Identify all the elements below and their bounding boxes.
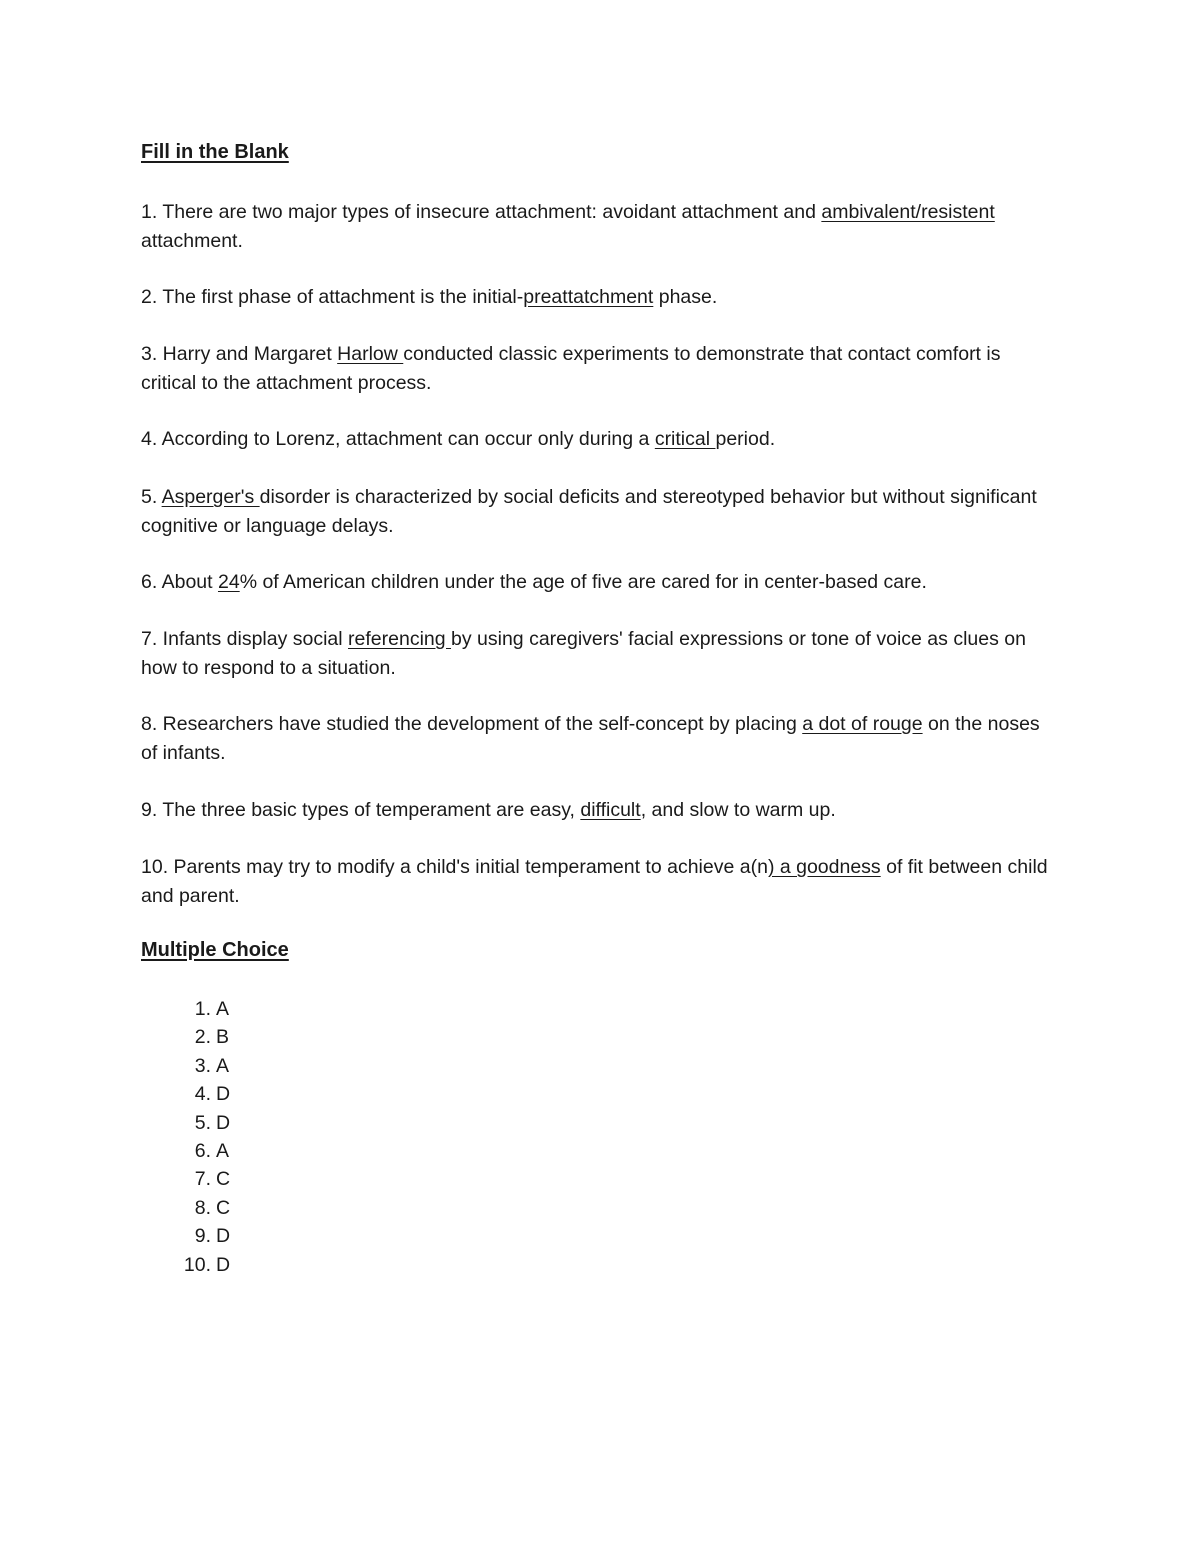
answer-blank: ) a goodness: [767, 856, 881, 878]
answer-letter: D: [216, 1111, 231, 1134]
question-item: [141, 198, 1061, 255]
question-item: [141, 340, 1061, 397]
answer-blank: Harlow: [337, 343, 404, 365]
answer-number: 10.: [183, 1253, 211, 1276]
question-item: [141, 625, 1061, 682]
question-text: 8. Researchers have studied the development of the self-concept by placing: [141, 713, 803, 735]
question-text: 9. The three basic types of temperament are easy,: [141, 799, 581, 821]
answer-letter: A: [216, 998, 230, 1020]
answer-item: [141, 1052, 230, 1080]
question-item: [141, 283, 1061, 312]
question-text: phase.: [653, 286, 718, 308]
question-text: 7. Infants display social: [141, 628, 349, 650]
answer-blank: ambivalent/resistent: [821, 201, 995, 223]
question-text: by using caregivers' facial expressions or tone of voice as clues on how to respond to a situation.: [141, 628, 1026, 679]
question-text: disorder is characterized by social deficits and stereotyped behavior but without significant cognitive or language delays.: [141, 486, 1037, 537]
answer-blank: a dot of rouge: [802, 713, 923, 735]
answer-blank: Asperger's: [161, 486, 260, 508]
question-text: 3. Harry and Margaret: [141, 343, 338, 365]
answer-letter: B: [216, 1026, 230, 1049]
answer-item: [141, 1251, 230, 1279]
answer-number: 4.: [194, 1083, 211, 1106]
answer-letter: D: [216, 1253, 231, 1276]
answer-item: [141, 1109, 230, 1137]
answer-letter: A: [216, 1140, 230, 1163]
answer-item: [141, 1023, 230, 1051]
answer-number: 7.: [194, 1168, 211, 1191]
question-text: 5.: [141, 486, 162, 508]
answer-blank: referencing: [348, 628, 452, 650]
answer-item: [141, 1137, 230, 1165]
question-text: , and slow to warm up.: [640, 799, 836, 821]
question-text: 1. There are two major types of insecure attachment: avoidant attachment and: [141, 201, 822, 223]
question-text: of fit between child and parent.: [141, 856, 1048, 907]
answer-blank: 24: [217, 571, 240, 593]
answer-number: 2.: [194, 1026, 211, 1049]
fill-in-the-blank-heading: Fill in the Blank: [141, 141, 289, 163]
question-text: 6. About: [141, 571, 218, 593]
answer-number: 8.: [194, 1196, 211, 1219]
question-text: attachment.: [141, 229, 243, 252]
answer-letter: C: [216, 1168, 231, 1191]
answer-letter: C: [216, 1196, 231, 1219]
question-item: [141, 710, 1061, 767]
question-item: [141, 425, 1061, 454]
question-text: % of American children under the age of five are cared for in center-based care.: [239, 571, 927, 593]
question-item: [141, 483, 1061, 540]
multiple-choice-answer-list: [141, 995, 230, 1279]
answer-number: 9.: [194, 1225, 211, 1248]
answer-item: [141, 1222, 230, 1250]
question-text: on the noses of infants.: [141, 713, 1040, 764]
answer-letter: D: [216, 1225, 231, 1248]
multiple-choice-heading: Multiple Choice: [141, 939, 289, 961]
answer-number: 3.: [194, 1054, 211, 1077]
answer-item: [141, 1194, 230, 1222]
question-item: [141, 796, 1061, 825]
answer-number: 5.: [194, 1111, 211, 1134]
answer-number: 1.: [194, 998, 211, 1020]
question-item: [141, 853, 1061, 910]
question-item: [141, 568, 1061, 597]
answer-letter: A: [216, 1054, 230, 1077]
answer-number: 6.: [194, 1140, 211, 1163]
answer-blank: difficult: [580, 799, 641, 821]
answer-blank: critical: [654, 428, 716, 450]
answer-blank: preattatchment: [523, 286, 654, 308]
answer-item: [141, 995, 230, 1023]
question-text: 2. The first phase of attachment is the initial-: [141, 286, 524, 308]
question-text: period.: [715, 428, 776, 450]
question-text: conducted classic experiments to demonstrate that contact comfort is critical to the attachment process.: [141, 343, 1001, 394]
answer-item: [141, 1080, 230, 1108]
answer-letter: D: [216, 1083, 231, 1106]
question-text: 4. According to Lorenz, attachment can occur only during a: [141, 428, 655, 450]
question-text: 10. Parents may try to modify a child's initial temperament to achieve a(n: [141, 856, 768, 878]
answer-item: [141, 1165, 230, 1193]
